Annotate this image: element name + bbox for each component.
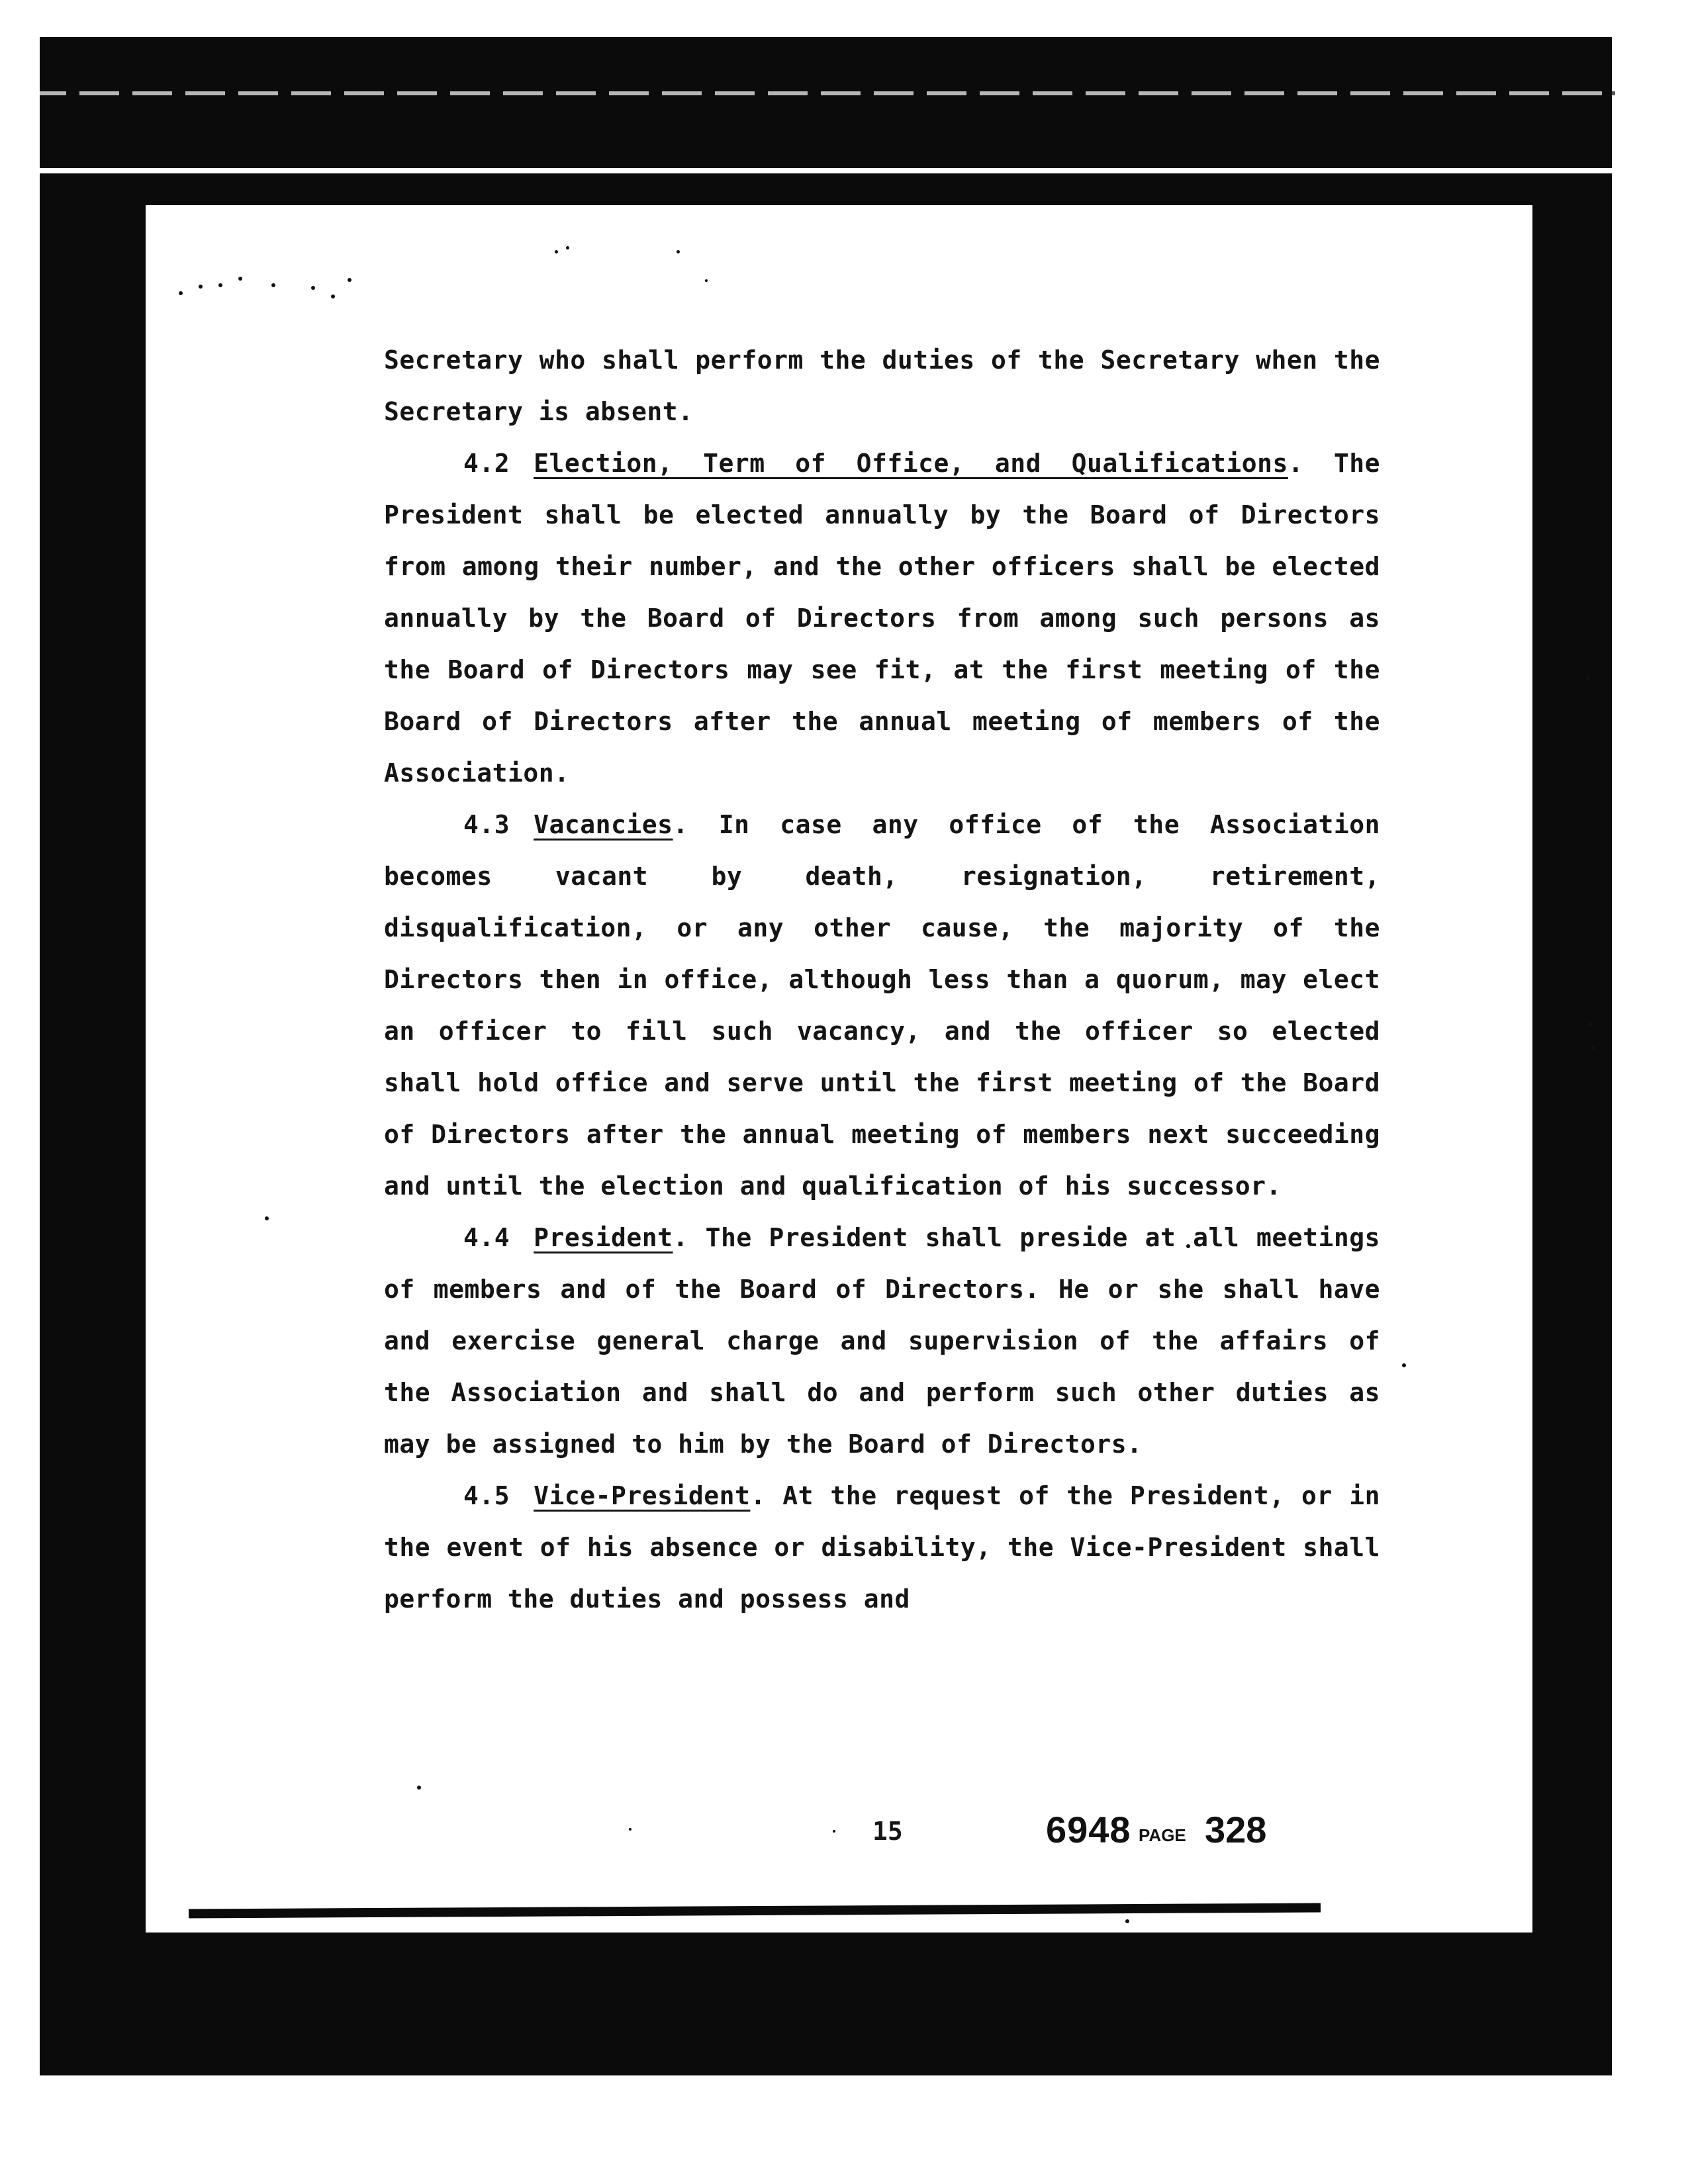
recording-book-number: 6948 (1046, 1809, 1131, 1850)
scan-speck (1589, 1023, 1593, 1026)
scan-speck (271, 283, 275, 287)
scan-speck (1402, 1363, 1406, 1367)
scan-artifact-line (40, 168, 1612, 173)
scan-speck (417, 1786, 421, 1790)
scan-speck (331, 295, 335, 298)
section-body: . At the request of the President, or in the event of his absence or disability, the Vice-President shall perform the duties and possess and (384, 1481, 1380, 1614)
scan-speck (1585, 676, 1589, 680)
scan-speck (1591, 1046, 1595, 1050)
section-title: Vacancies (534, 810, 673, 839)
page-number: 15 (872, 1817, 903, 1846)
recording-page-label: PAGE (1139, 1825, 1186, 1845)
scan-speck (629, 1828, 632, 1831)
section-number: 4.5 (463, 1481, 510, 1510)
section-body: . The President shall be elected annually by the Board of Directors from among their number, and the other officers shall be elected annually by the Board of Directors from among such persons as the Board of Directors may see fit, at the first meeting of the Board of Directors after the annual meeting of members of the Association. (384, 449, 1381, 788)
paragraph-continuation (384, 334, 1380, 437)
section-title: President (534, 1223, 673, 1252)
scan-speck (238, 277, 242, 281)
section-4-3 (384, 799, 1380, 1212)
section-4-4 (384, 1212, 1380, 1470)
scan-speck (199, 285, 203, 289)
scan-artifact-line (26, 91, 1628, 95)
section-4-2 (384, 437, 1380, 799)
scan-speck (265, 1216, 269, 1220)
scan-speck (311, 286, 315, 290)
section-body: . The President shall preside at all meetings of members and of the Board of Directors. He or she shall have and exercise general charge and supervision of the affairs of the Association and shall do and perform such other duties as may be assigned to him by the Board of Directors. (384, 1223, 1380, 1459)
scan-speck (555, 250, 558, 253)
scan-speck (218, 283, 222, 287)
document-body (384, 334, 1380, 1625)
section-title: Vice-President (534, 1481, 751, 1510)
scan-speck (179, 291, 183, 295)
scan-speck (1125, 1919, 1129, 1923)
scan-speck (348, 278, 352, 282)
paragraph-text: Secretary who shall perform the duties of the Secretary when the Secretary is absent. (384, 345, 1380, 426)
recording-page-number: 328 (1205, 1809, 1267, 1850)
section-body: . In case any office of the Association becomes vacant by death, resignation, retirement, disqualification, or any other cause, the majority of the Directors then in office, although less than a quorum, may elect an officer to fill such vacancy, and the officer so elected shall hold office and serve until the first meeting of the Board of Directors after the annual meeting of members next succeeding and until the election and qualification of his successor. (384, 810, 1380, 1201)
section-number: 4.3 (463, 810, 510, 839)
scan-speck (705, 279, 708, 282)
section-number: 4.4 (463, 1223, 510, 1252)
scan-speck (677, 250, 680, 253)
scan-speck (566, 246, 569, 250)
section-4-5 (384, 1470, 1380, 1625)
scan-speck (833, 1830, 835, 1833)
section-number: 4.2 (463, 449, 510, 478)
section-title: Election, Term of Office, and Qualifications (534, 449, 1288, 478)
